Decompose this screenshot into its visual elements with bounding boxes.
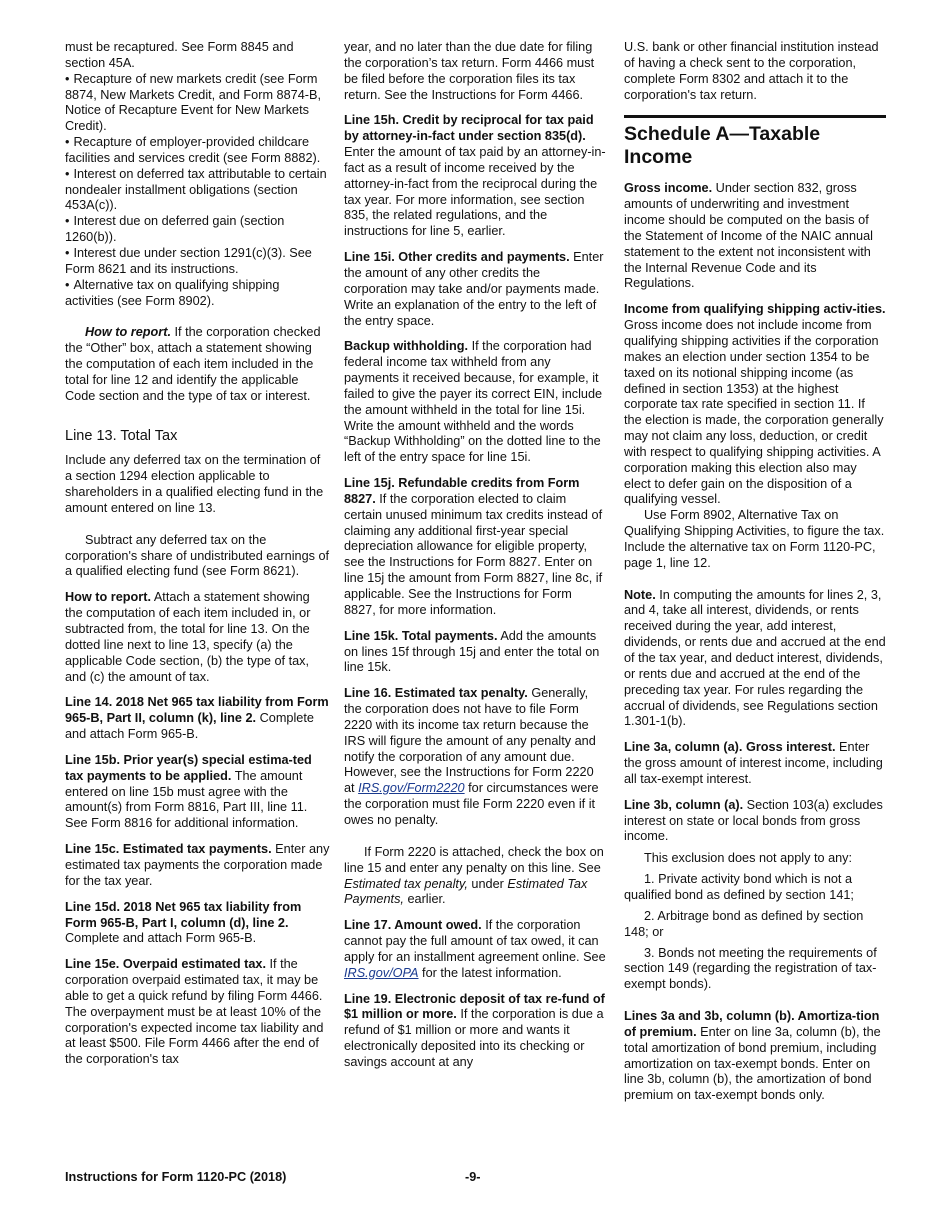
line15c-body: Enter any estimated tax payments the corporation made for the tax year. <box>65 842 330 888</box>
line14-body: Complete and attach Form 965-B. <box>65 711 314 742</box>
line15b-paragraph <box>65 753 330 832</box>
line15e-head: Line 15e. Overpaid estimated tax. <box>65 957 266 972</box>
line15h-body: Enter the amount of tax paid by an attorney-in-fact as a result of income received by the attorney-in-fact from the reciprocal during the tax year. For more information, see section 835, the related regulations, and the instructions for line 5, earlier. <box>344 145 606 239</box>
irs-opa-link[interactable]: IRS.gov/OPA <box>344 965 419 980</box>
page-footer <box>65 1170 886 1184</box>
line19-head: Line 19. Electronic deposit of tax re-fund of $1 million or more. <box>344 991 605 1022</box>
bullet-item: • Recapture of employer-provided childcare facilities and services credit (see Form 8882). <box>65 135 330 167</box>
line13-paragraph: Include any deferred tax on the termination of a section 1294 election applicable to shareholders in a qualified electing fund in the amount entered on line 13. <box>65 453 324 515</box>
exclusion-item: 2. Arbitrage bond as defined by section 148; or <box>624 908 864 939</box>
bullet-item: • Interest due on deferred gain (section 1260(b)). <box>65 214 330 246</box>
line3b-body: Section 103(a) excludes interest on state or local bonds from gross income. <box>624 797 883 844</box>
line17-paragraph <box>344 918 606 981</box>
how-to-report-2-head: How to report. <box>65 590 151 605</box>
line15b-head: Line 15b. Prior year(s) special estima-ted tax payments to be applied. <box>65 752 312 783</box>
line15d-paragraph <box>65 900 330 948</box>
line15d-body: Complete and attach Form 965-B. <box>65 931 257 946</box>
line16-body-end: for circumstances were the corporation must file Form 2220 even if it owes no penalty. <box>344 781 599 827</box>
exclusion-list <box>624 851 886 993</box>
bullet-item: • Recapture of new markets credit (see Form 8874, New Markets Credit, and Form 8874-B, Notice of Recapture Event for New Markets Credit). <box>65 72 330 135</box>
how-to-report-2-paragraph <box>65 590 330 685</box>
line16-p2-italic: Estimated tax penalty, <box>344 876 468 891</box>
exclusion-item: 3. Bonds not meeting the requirements of section 149 (regarding the registration of tax-exempt bonds). <box>624 945 877 992</box>
line15h-head: Line 15h. Credit by reciprocal for tax paid by attorney-in-fact under section 835(d). <box>344 113 594 144</box>
col3-continuation: U.S. bank or other financial institution instead of having a check sent to the corporation, complete Form 8302 and attach it to the corporation's tax return. <box>624 40 879 102</box>
line16-paragraph-2 <box>344 845 606 908</box>
how-to-report-body: If the corporation checked the “Other” box, attach a statement showing the computation of each item included in the total for line 12 and identify the applicable Code section and the type of tax or interest. <box>65 325 321 403</box>
line15i-body: Enter the amount of any other credits the corporation may take and/or payments made. Write an explanation of the entry to the left of the entry space. <box>344 250 604 328</box>
how-to-report-paragraph <box>65 325 330 404</box>
line13-heading: Line 13. Total Tax <box>65 427 178 444</box>
line15k-paragraph <box>344 629 606 677</box>
exclusion-item: 1. Private activity bond which is not a qualified bond as defined by section 141; <box>624 872 854 902</box>
column-3 <box>624 40 886 1114</box>
line16-head: Line 16. Estimated tax penalty. <box>344 686 528 701</box>
note-body: In computing the amounts for lines 2, 3, and 4, take all interest, dividends, or rents received during the year, add interest, dividends, or rents due and accrued at the end of the tax year, and deduct interest, dividends, or rents due and accrued at the end of the preceding tax year. For rules regarding the accrual of dividends, see Regulations section 1.301-1(b). <box>624 587 886 729</box>
line15j-head: Line 15j. Refundable credits from Form 8827. <box>344 476 580 506</box>
line19-body: If the corporation is due a refund of $1 million or more and wants it electronically deposited into its checking or savings account at any <box>344 1007 604 1069</box>
line3a-head: Line 3a, column (a). Gross interest. <box>624 740 836 755</box>
schedule-a-heading: Schedule A—Taxable Income <box>624 115 886 169</box>
shipping-paragraph <box>624 302 886 508</box>
amortization-head: Lines 3a and 3b, column (b). Amortiza-tion of premium. <box>624 1009 880 1039</box>
line16-p2-text-2: under <box>471 876 504 891</box>
line15i-paragraph <box>344 250 606 329</box>
shipping-paragraph-2: Use Form 8902, Alternative Tax on Qualifying Shipping Activities, to figure the tax. Include the alternative tax on Form 1120-PC, page 1, line 12. <box>624 508 885 570</box>
page-number: -9- <box>465 1170 481 1184</box>
shipping-head: Income from qualifying shipping activ-ities. <box>624 302 886 317</box>
line15c-head: Line 15c. Estimated tax payments. <box>65 842 272 857</box>
irs-form2220-link[interactable]: IRS.gov/Form2220 <box>358 781 465 796</box>
note-paragraph <box>624 588 886 731</box>
bullet-item: • Alternative tax on qualifying shipping activities (see Form 8902). <box>65 278 330 310</box>
line15b-body: The amount entered on line 15b must agree with the amount(s) from Form 8816, Part III, line 11. See Form 8816 for additional information. <box>65 768 308 831</box>
line19-paragraph <box>344 992 606 1071</box>
line15j-body: If the corporation elected to claim certain unused minimum tax credits instead of claiming any additional first-year special depreciation allowance for eligible property, see the Instructions for Form 8827. Enter on line 15j the amount from Form 8827, line 8c, if applicable. See the Instructions for Form 8827, for more information. <box>344 491 603 617</box>
backup-withholding-body: If the corporation had federal income tax withheld from any payments it received because, for example, it failed to give the payer its correct EIN, include the amount withheld in the total for line 15i. Write the amount withheld and the words “Backup Withholding” on the dotted line to the left of the entry space for line 15i. <box>344 339 603 465</box>
line16-p2-italic-2: Estimated Tax Payments, <box>344 876 588 907</box>
amortization-body: Enter on line 3a, column (b), the total amortization of bond premium, including amortization on tax-exempt bonds. Enter on line 3b, column (b), the amortization of bond premium on tax-exempt bonds only. <box>624 1024 881 1103</box>
column-2 <box>344 40 606 1081</box>
line16-body: Generally, the corporation does not have to file Form 2220 with its income tax return because the IRS will figure the amount of any penalty and notify the corporation of any amount due. However, see the Instructions for Form 2220 at <box>344 686 596 796</box>
note-head: Note. <box>624 587 656 602</box>
footer-title: Instructions for Form 1120-PC (2018) <box>65 1170 287 1184</box>
line3b-paragraph <box>624 798 886 846</box>
line17-body-end: for the latest information. <box>422 965 562 980</box>
how-to-report-2-body: Attach a statement showing the computation of each item included in, or subtracted from, the total for line 13. On the dotted line next to line 13, specify (a) the applicable Code section, (b) the type of tax, and (c) the amount of tax. <box>65 590 311 684</box>
backup-withholding-head: Backup withholding. <box>344 339 469 354</box>
shipping-body: Gross income does not include income from qualifying shipping activities if the corporation makes an election under section 1354 to be taxed on its notional shipping income (as defined in section 1353) at the highest corporate tax rate specified in section 11. If the election is made, the corporation generally may not claim any loss, deduction, or credit with respect to qualifying shipping activities. A corporation making this election also may elect to defer gain on the disposition of a qualifying vessel. <box>624 318 884 507</box>
line14-paragraph <box>65 695 330 743</box>
line3a-paragraph <box>624 740 886 788</box>
backup-withholding-paragraph <box>344 339 606 466</box>
col2-continuation: year, and no later than the due date for filing the corporation’s tax return. Form 4466 must be filed before the corporation files its tax return. See the Instructions for Form 4466. <box>344 40 595 102</box>
line16-p2-text: If Form 2220 is attached, check the box on line 15 and enter any penalty on this line. See <box>344 844 604 875</box>
line15e-paragraph <box>65 957 330 1068</box>
line17-head: Line 17. Amount owed. <box>344 918 482 933</box>
line17-body: If the corporation cannot pay the full amount of tax owed, it can apply for an installment agreement online. See <box>344 918 606 964</box>
line14-head: Line 14. 2018 Net 965 tax liability from Form 965-B, Part II, column (k), line 2. <box>65 695 329 726</box>
bullet-item: • Interest on deferred tax attributable to certain nondealer installment obligations (section 453A(c)). <box>65 167 330 215</box>
line13-paragraph-2: Subtract any deferred tax on the corporation's share of undistributed earnings of a qualified electing fund (see Form 8621). <box>65 532 330 579</box>
line3a-body: Enter the gross amount of interest income, including all tax-exempt interest. <box>624 740 883 786</box>
col1-intro: must be recaptured. See Form 8845 and section 45A. <box>65 40 294 70</box>
line15e-body: If the corporation overpaid estimated tax, it may be able to get a quick refund by filing Form 4466. The overpayment must be at least 10% of the corporation's expected income tax liability and at least $500. File Form 4466 after the end of the corporation's tax <box>65 957 324 1067</box>
line15k-body: Add the amounts on lines 15f through 15j and enter the total on line 15k. <box>344 628 600 675</box>
gross-income-paragraph <box>624 181 886 292</box>
line15i-head: Line 15i. Other credits and payments. <box>344 250 570 265</box>
bullet-item: • Interest due under section 1291(c)(3). See Form 8621 and its instructions. <box>65 246 330 278</box>
gross-income-head: Gross income. <box>624 181 713 196</box>
line15d-head: Line 15d. 2018 Net 965 tax liability from Form 965-B, Part I, column (d), line 2. <box>65 899 302 930</box>
gross-income-body: Under section 832, gross amounts of underwriting and investment income should be computed on the basis of the Statement of Income of the NAIC annual statement to the extent not inconsistent with the Internal Revenue Code and its Regulations. <box>624 181 873 291</box>
line15k-head: Line 15k. Total payments. <box>344 628 498 643</box>
line3b-head: Line 3b, column (a). <box>624 797 744 812</box>
line15c-paragraph <box>65 842 330 890</box>
column-1 <box>65 40 330 1078</box>
how-to-report-head: How to report. <box>85 325 171 340</box>
line15j-paragraph <box>344 476 606 619</box>
exclusion-intro: This exclusion does not apply to any: <box>644 851 853 866</box>
line16-paragraph <box>344 686 606 829</box>
amortization-paragraph <box>624 1009 886 1104</box>
line15h-paragraph <box>344 113 606 240</box>
line16-p2-text-3: earlier. <box>407 892 446 907</box>
